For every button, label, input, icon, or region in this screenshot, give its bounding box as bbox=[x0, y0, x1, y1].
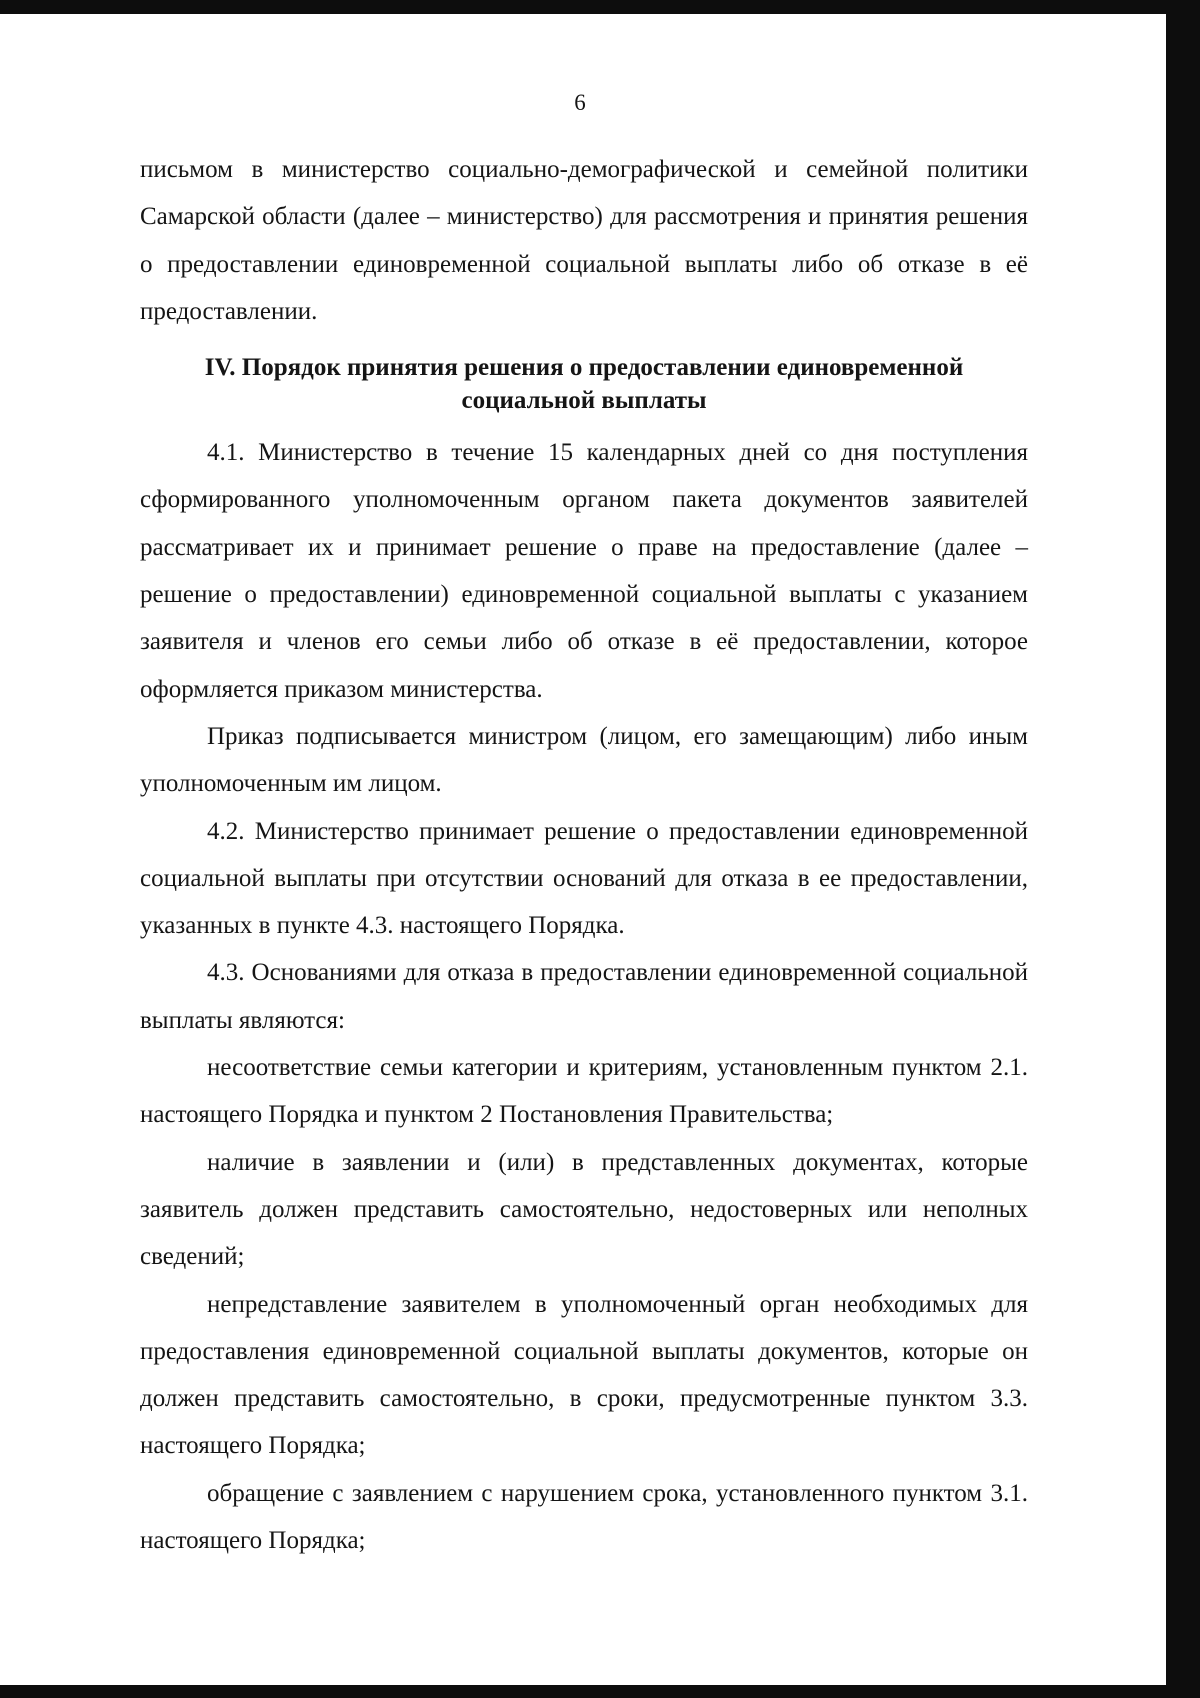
paragraph-4-3: 4.3. Основаниями для отказа в предоставлении единовременной социальной выплаты являются: bbox=[140, 959, 1028, 1034]
refusal-ground-item: несоответствие семьи категории и критериям, установленным пунктом 2.1. настоящего Порядка и пунктом 2 Постановления Правительства; bbox=[140, 1054, 1028, 1129]
document-body bbox=[140, 146, 1028, 1564]
paragraph-continuation: письмом в министерство социально-демографической и семейной политики Самарской области (далее – министерство) для рассмотрения и принятия решения о предоставлении единовременной социальной выплаты либо об отказе в её предоставлении. bbox=[140, 156, 1028, 325]
paragraph-4-1: 4.1. Министерство в течение 15 календарных дней со дня поступления сформированного уполномоченным органом пакета документов заявителей рассматривает их и принимает решение о праве на предоставление (далее – решение о предоставлении) единовременной социальной выплаты с указанием заявителя и членов его семьи либо об отказе в её предоставлении, которое оформляется приказом министерства. bbox=[140, 439, 1028, 703]
page-number: 6 bbox=[574, 90, 586, 115]
section-heading-line-1: IV. Порядок принятия решения о предоставлении единовременной bbox=[204, 354, 964, 382]
paragraph-order-signing: Приказ подписывается министром (лицом, его замещающим) либо иным уполномоченным им лицом. bbox=[140, 722, 1028, 798]
section-heading bbox=[140, 351, 1028, 417]
scan-border-bottom bbox=[0, 1685, 1200, 1698]
scan-border-right bbox=[1166, 0, 1200, 1698]
scan-border-top bbox=[0, 0, 1200, 14]
refusal-ground-item: наличие в заявлении и (или) в представленных документах, которые заявитель должен представить самостоятельно, недостоверных или неполных сведений; bbox=[140, 1148, 1028, 1271]
paragraph-4-2: 4.2. Министерство принимает решение о предоставлении единовременной социальной выплаты при отсутствии оснований для отказа в ее предоставлении, указанных в пункте 4.3. настоящего Порядка. bbox=[140, 817, 1028, 940]
refusal-ground-item: обращение с заявлением с нарушением срока, установленного пунктом 3.1. настоящего Порядка; bbox=[140, 1479, 1028, 1555]
section-heading-line-2: социальной выплаты bbox=[461, 387, 707, 415]
refusal-ground-item: непредставление заявителем в уполномоченный орган необходимых для предоставления единовременной социальной выплаты документов, которые он должен представить самостоятельно, в сроки, предусмотренные пунктом 3.3. настоящего Порядка; bbox=[140, 1290, 1028, 1460]
